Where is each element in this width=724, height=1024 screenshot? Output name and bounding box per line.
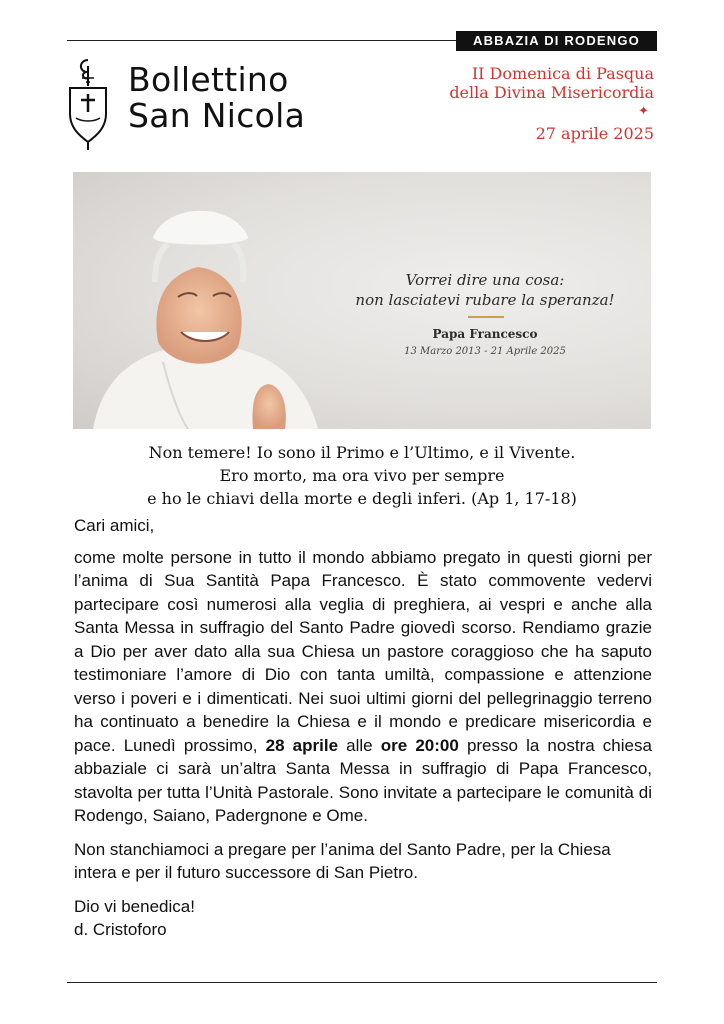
verse-line1: Non temere! Io sono il Primo e l’Ultimo, e il Vivente. [148, 443, 576, 462]
letter-blessing: Dio vi benedica! [74, 896, 195, 916]
banner-dates: 13 Marzo 2013 - 21 Aprile 2025 [404, 346, 566, 357]
verse-line3: e ho le chiavi della morte e degli inferi. (Ap 1, 17-18) [147, 489, 577, 508]
banner-quote [335, 270, 635, 310]
mass-date: 28 aprile [265, 735, 339, 755]
letter-word-alle: alle [346, 735, 373, 755]
mass-time: ore 20:00 [380, 735, 459, 755]
bulletin-title-line1: Bollettino [128, 60, 289, 99]
verse-line2: Ero morto, ma ora vivo per sempre [219, 466, 505, 485]
bottom-divider [67, 982, 657, 983]
liturgical-day [449, 64, 654, 102]
banner-name: Papa Francesco [432, 327, 538, 341]
banner-quote-line1: Vorrei dire una cosa: [405, 271, 565, 289]
pope-portrait-icon [73, 172, 333, 429]
pastor-letter [74, 514, 652, 942]
letter-signature: d. Cristoforo [74, 920, 167, 939]
letter-greeting: Cari amici, [74, 516, 155, 535]
bulletin-title [128, 62, 305, 134]
memorial-banner [73, 172, 651, 429]
feast-line1: II Domenica di Pasqua [471, 64, 654, 83]
star-icon: ✦ [638, 103, 649, 118]
issue-date: 27 aprile 2025 [535, 124, 654, 143]
banner-quote-line2: non lasciatevi rubare la speranza! [355, 291, 615, 309]
scripture-verse [67, 441, 657, 510]
abbey-crest-icon [66, 56, 110, 150]
letter-body-part2: presso la nostra chiesa abbaziale ci sarà un’altra Santa Messa in suffragio di Papa Francesco, stavolta per tutta l’Unità Pastorale. Sono invitate a partecipare le comunità di Rodengo, Saiano, Padergnone e Ome. [74, 735, 652, 825]
letter-body-part1: come molte persone in tutto il mondo abbiamo pregato in questi giorni per l’anima di Sua Santità Papa Francesco. È stato commovente vedervi partecipare così numerosi alla veglia di preghiera, ai vespri e anche alla Santa Messa in suffragio del Santo Padre giovedì scorso. Rendiamo grazie a Dio per aver dato alla sua Chiesa un pastore coraggioso che ha saputo testimoniare l’amore di Dio con tanta umiltà, compassione e attenzione verso i poveri e i dimenticati. Nei suoi ultimi giorni del pellegrinaggio terreno ha continuato a benedire la Chiesa e il mondo e predicare misericordia e pace. Lunedì prossimo, [74, 547, 652, 755]
letter-closing: Non stanchiamoci a pregare per l’anima del Santo Padre, per la Chiesa intera e per il futuro successore di San Pietro. [74, 839, 611, 882]
banner-divider [468, 316, 504, 318]
bulletin-title-line2: San Nicola [128, 96, 306, 135]
abbey-tag: ABBAZIA DI RODENGO [456, 31, 657, 51]
letter-body [74, 546, 652, 828]
feast-line2: della Divina Misericordia [449, 83, 654, 102]
